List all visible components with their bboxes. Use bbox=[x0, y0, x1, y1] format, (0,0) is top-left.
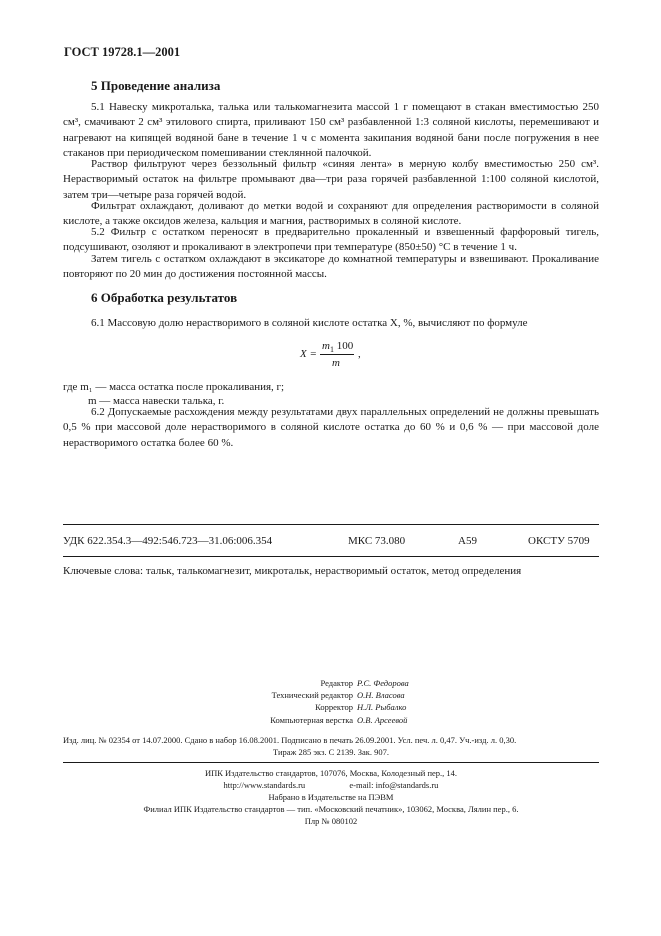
publisher-contacts bbox=[63, 779, 599, 791]
paragraph-5-1-filtrate: Фильтрат охлаждают, доливают до метки водой и сохраняют для определения растворимости в соляной кислоте, а также оксидов железа, кальция и магния, растворимых в соляной кислоте. bbox=[63, 200, 599, 228]
publisher-website: http://www.standards.ru bbox=[223, 780, 306, 790]
definition-m: m — масса навески талька, г. bbox=[88, 395, 225, 407]
paragraph-5-1-filter: Раствор фильтруют через беззольный фильтр «синяя лента» в мерную колбу вместимостью 250 см³. Нерастворимый остаток на фильтре промывают два—три раза горячей разбавленной 1:100 соляной кислотой, затем три—четыре раза горячей водой. bbox=[63, 158, 599, 201]
paragraph-5-2-cooling: Затем тигель с остатком охлаждают в эксикаторе до комнатной температуры и взвешивают. Прокаливание повторяют по 20 мин до достижения постоянной массы. bbox=[63, 253, 599, 281]
formula-comma: , bbox=[358, 348, 361, 360]
license-number: Плр № 080102 bbox=[304, 816, 358, 826]
credit-row: Корректор Н.Л. Рыбалко bbox=[315, 702, 407, 713]
document-id: ГОСТ 19728.1—2001 bbox=[64, 45, 181, 59]
formula-lhs: X = bbox=[300, 348, 317, 360]
section-6-title: 6 Обработка результатов bbox=[91, 290, 238, 305]
credit-row: Компьютерная верстка О.В. Арсеевой bbox=[270, 714, 408, 725]
typeset-note: Набрано в Издательстве на ПЭВМ bbox=[268, 792, 394, 802]
formula bbox=[300, 340, 390, 370]
imprint-line-1: Изд. лиц. № 02354 от 14.07.2000. Сдано в набор 16.08.2001. Подписано в печать 26.09.2001. Усл. печ. л. 0,47. Уч.-изд. л. 0,30. bbox=[63, 735, 517, 745]
publisher-address: ИПК Издательство стандартов, 107076, Москва, Колодезный пер., 14. bbox=[204, 768, 458, 778]
formula-denominator: m bbox=[332, 357, 340, 369]
udk-code: УДК 622.354.3—492:546.723—31.06:006.354 bbox=[63, 535, 273, 547]
credit-row: Технический редактор О.Н. Власова bbox=[271, 690, 405, 701]
paragraph-5-1: 5.1 Навеску микроталька, талька или талькомагнезита массой 1 г помещают в стакан вместимостью 250 см³, смачивают 2 см³ этилового спирта, приливают 150 см³ разбавленной 1:3 соляной кислоты, перемешивают и нагревают на кипящей водяной бане в течение 1 ч с момента закипания водяной бани после погружения в нее стаканов при периодическом помешивании стеклянной палочкой. bbox=[63, 101, 599, 159]
separator-line-3 bbox=[63, 762, 599, 763]
keywords: Ключевые слова: тальк, талькомагнезит, микротальк, нерастворимый остаток, метод определения bbox=[63, 565, 522, 577]
separator-line-2 bbox=[63, 556, 599, 557]
imprint-line-2: Тираж 285 экз. С 2139. Зак. 907. bbox=[272, 747, 390, 757]
mks-code: МКС 73.080 bbox=[348, 535, 406, 547]
publisher-email: e-mail: info@standards.ru bbox=[349, 780, 439, 790]
definition-m1: где m₁ — масса остатка после прокаливания, г; bbox=[63, 381, 285, 393]
paragraph-6-2: 6.2 Допускаемые расхождения между результатами двух параллельных определений не должны превышать 0,5 % при массовой доле нерастворимого в соляной кислоте остатка до 60 % и 0,6 % — при массовой доле нерастворимого остатка более 60 %. bbox=[63, 406, 599, 449]
paragraph-5-2: 5.2 Фильтр с остатком переносят в предварительно прокаленный и взвешенный фарфоровый тигель, подсушивают, озоляют и прокаливают в электропечи при температуре (850±50) °С в течение 1 ч. bbox=[63, 226, 599, 254]
paragraph-6-1: 6.1 Массовую долю нерастворимого в соляной кислоте остатка X, %, вычисляют по формуле bbox=[91, 317, 528, 329]
class-code: А59 bbox=[458, 535, 477, 547]
credit-row: Редактор Р.С. Федорова bbox=[320, 678, 409, 688]
okstu-code: ОКСТУ 5709 bbox=[528, 535, 590, 547]
separator-line bbox=[63, 524, 599, 525]
printing-house: Филиал ИПК Издательство стандартов — тип. «Московский печатник», 103062, Москва, Лялин пер., 6. bbox=[143, 804, 519, 814]
formula-definitions bbox=[63, 380, 284, 408]
section-5-title: 5 Проведение анализа bbox=[91, 78, 221, 93]
credits-block bbox=[228, 677, 409, 726]
formula-numerator: $m_1$ 100 bbox=[322, 340, 354, 355]
formula-fraction-bar bbox=[320, 354, 354, 355]
